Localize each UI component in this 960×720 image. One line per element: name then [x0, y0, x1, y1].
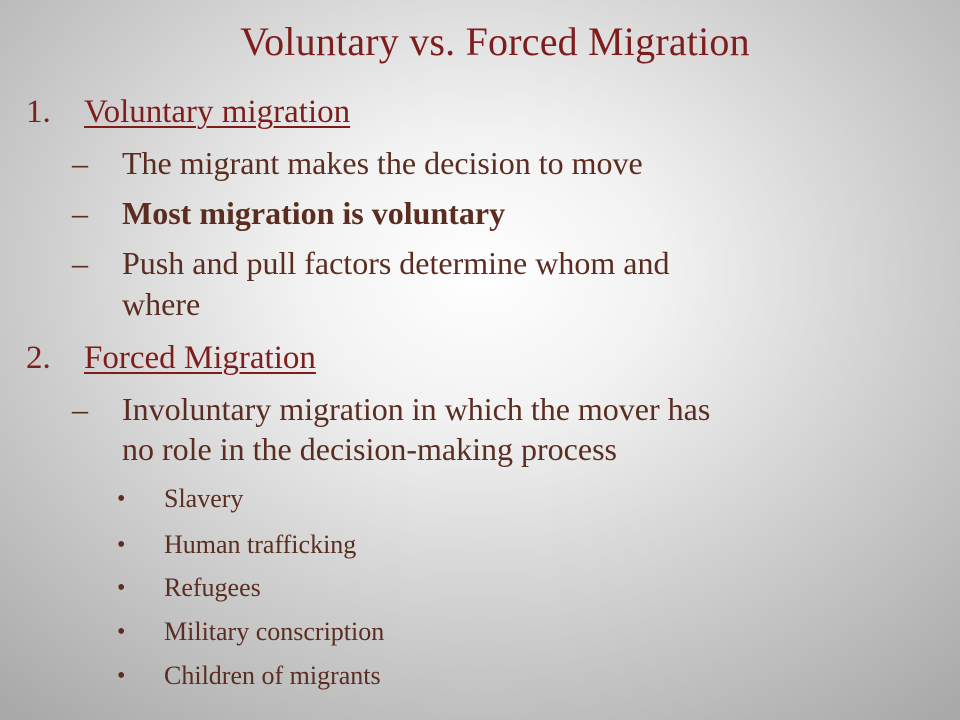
- section-heading-forced: Forced Migration: [84, 340, 316, 376]
- example-slavery: Slavery: [164, 484, 244, 513]
- dash-marker: –: [72, 145, 88, 181]
- slide-title: Voluntary vs. Forced Migration: [240, 19, 750, 64]
- section-number-1: 1.: [26, 94, 51, 130]
- bullet-icon: •: [117, 619, 126, 645]
- point-involuntary-line1: Involuntary migration in which the mover has: [122, 391, 711, 427]
- point-push-pull-line1: Push and pull factors determine whom and: [122, 245, 670, 281]
- dash-marker: –: [72, 391, 88, 427]
- dash-marker: –: [72, 195, 88, 231]
- example-children-of-migrants: Children of migrants: [164, 661, 381, 690]
- example-human-trafficking: Human trafficking: [164, 530, 357, 559]
- point-push-pull-line2: where: [122, 286, 201, 322]
- bullet-icon: •: [117, 532, 126, 558]
- bullet-icon: •: [117, 575, 126, 601]
- dash-marker: –: [72, 245, 88, 281]
- point-involuntary-line2: no role in the decision-making process: [122, 431, 617, 467]
- example-refugees: Refugees: [164, 573, 261, 602]
- section-number-2: 2.: [26, 340, 51, 376]
- point-migrant-decision: The migrant makes the decision to move: [122, 145, 643, 181]
- bullet-icon: •: [117, 663, 126, 689]
- bullet-icon: •: [117, 486, 126, 512]
- example-military-conscription: Military conscription: [164, 617, 385, 646]
- point-most-voluntary: Most migration is voluntary: [122, 195, 506, 231]
- section-heading-voluntary: Voluntary migration: [84, 94, 351, 130]
